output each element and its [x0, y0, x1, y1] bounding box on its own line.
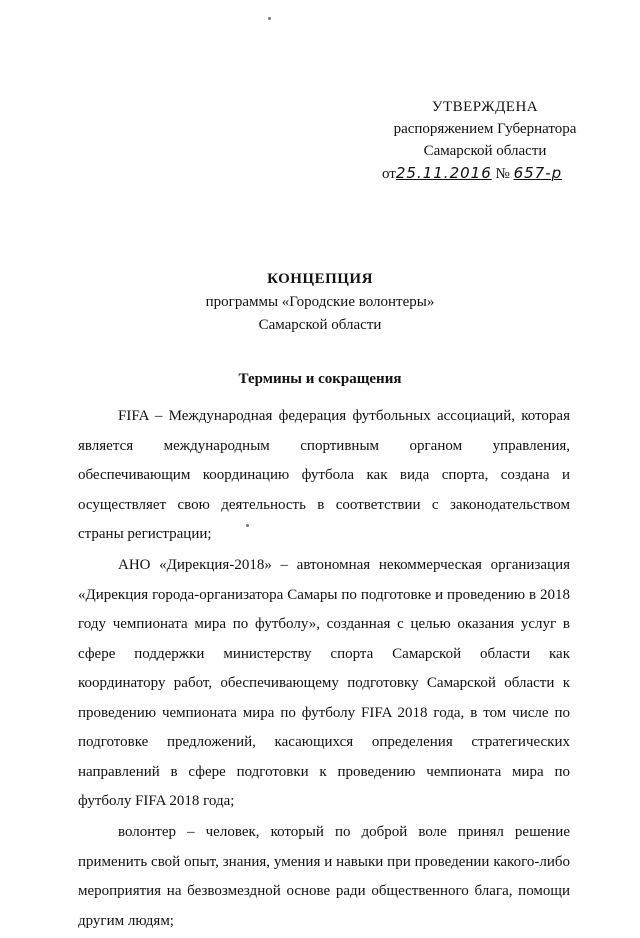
paragraph-ano: АНО «Дирекция-2018» – автономная некоммерческая организация «Дирекция города-организатора Самары по подготовке и проведению в 2018 году чемпионата мира по футболу», созданная с целью оказания услуг в сфере поддержки министерству спорта Самарской области как координатору работ, обеспечивающему подготовку Самарской области к проведению чемпионата мира по футболу FIFA 2018 года, в том числе по подготовке предложений, касающихся определения стратегических направлений в сфере подготовки к проведению чемпионата мира по футболу FIFA 2018 года;	[78, 557, 570, 809]
handwritten-number: 657-р	[513, 164, 563, 182]
approval-heading: УТВЕРЖДЕНА	[431, 99, 539, 115]
approval-line-1: распоряжением Губернатора	[393, 121, 577, 137]
approval-stamp	[360, 96, 610, 185]
paragraph-fifa: FIFA – Международная федерация футбольных ассоциаций, которая является международным спортивным органом управления, обеспечивающим координацию футбола как вида спорта, создана и осуществляет свою деятельность в соответствии с законодательством страны регистрации;	[78, 408, 570, 542]
document-subtitle-2: Самарской области	[258, 317, 382, 333]
scan-speck	[268, 17, 271, 20]
handwritten-date: 25.11.2016	[395, 164, 492, 182]
approval-line-2: Самарской области	[423, 143, 547, 159]
approval-date-line	[360, 162, 610, 185]
document-title-block	[0, 268, 640, 337]
paragraph-volunteer: волонтер – человек, который по доброй воле принял решение применить свой опыт, знания, умения и навыки при проведении какого-либо мероприятия на безвозмездной основе ради общественного блага, помощи другим людям;	[78, 824, 570, 929]
scan-speck	[246, 524, 249, 527]
number-prefix: №	[495, 166, 510, 182]
document-subtitle-1: программы «Городские волонтеры»	[205, 294, 435, 310]
section-heading: Термины и сокращения	[238, 371, 402, 387]
document-title: КОНЦЕПЦИЯ	[267, 271, 373, 287]
date-prefix: от	[382, 166, 396, 182]
body-text	[78, 402, 570, 938]
